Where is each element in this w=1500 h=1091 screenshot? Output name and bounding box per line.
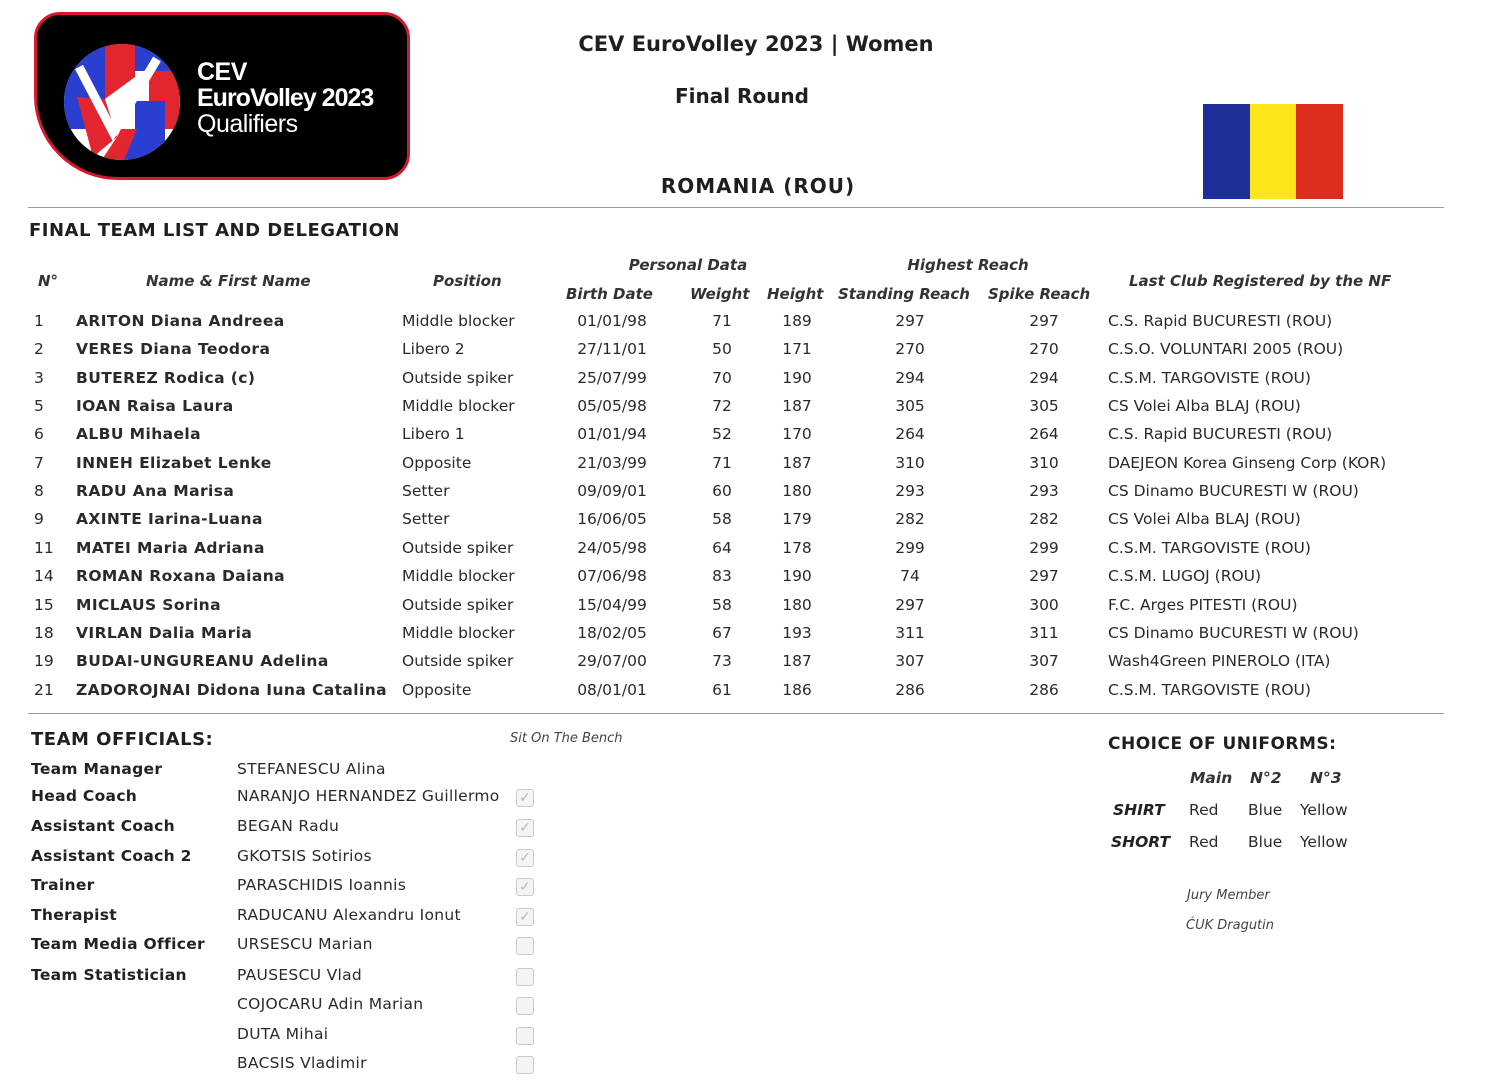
player-birth-date: 08/01/01 — [577, 680, 647, 699]
player-weight: 60 — [712, 482, 732, 501]
player-spike-reach: 294 — [1029, 368, 1059, 387]
uniform-shirt-label: SHIRT — [1113, 801, 1165, 819]
player-position: Outside spiker — [402, 368, 514, 387]
player-club: C.S.O. VOLUNTARI 2005 (ROU) — [1108, 340, 1344, 359]
player-standing-reach: 282 — [895, 510, 925, 529]
player-name: MATEI Maria Adriana — [76, 538, 265, 557]
eurovolley-ball-icon — [57, 37, 187, 167]
player-weight: 73 — [712, 652, 732, 671]
uniform-header-main: Main — [1190, 769, 1233, 787]
team-list-title: FINAL TEAM LIST AND DELEGATION — [29, 220, 400, 241]
player-club: CS Dinamo BUCURESTI W (ROU) — [1108, 623, 1359, 642]
player-row — [0, 596, 1500, 624]
player-club: CS Volei Alba BLAJ (ROU) — [1108, 397, 1301, 416]
player-spike-reach: 270 — [1029, 340, 1059, 359]
player-position: Libero 2 — [402, 340, 465, 359]
header-position: Position — [433, 272, 502, 290]
player-club: CS Dinamo BUCURESTI W (ROU) — [1108, 482, 1359, 501]
player-weight: 61 — [712, 680, 732, 699]
player-standing-reach: 293 — [895, 482, 925, 501]
player-position: Middle blocker — [402, 623, 515, 642]
player-row — [0, 539, 1500, 567]
player-number: 21 — [34, 680, 54, 699]
player-weight: 50 — [712, 340, 732, 359]
official-role: Trainer — [31, 876, 95, 894]
flag-stripe-red — [1296, 104, 1343, 199]
player-name: MICLAUS Sorina — [76, 595, 221, 614]
uniform-header-3: N°3 — [1310, 769, 1342, 787]
player-row — [0, 652, 1500, 680]
player-standing-reach: 294 — [895, 368, 925, 387]
player-birth-date: 18/02/05 — [577, 623, 647, 642]
uniform-shirt-main: Red — [1189, 801, 1219, 819]
player-club: C.S.M. LUGOJ (ROU) — [1108, 567, 1262, 586]
player-spike-reach: 286 — [1029, 680, 1059, 699]
player-standing-reach: 74 — [900, 567, 920, 586]
player-number: 9 — [34, 510, 44, 529]
player-weight: 70 — [712, 368, 732, 387]
romania-flag-icon — [1203, 104, 1343, 199]
cev-eurovolley-logo — [34, 12, 410, 180]
player-height: 170 — [782, 425, 812, 444]
player-spike-reach: 293 — [1029, 482, 1059, 501]
player-height: 189 — [782, 312, 812, 330]
player-name: AXINTE Iarina-Luana — [76, 510, 263, 529]
player-position: Libero 1 — [402, 425, 465, 444]
player-row — [0, 510, 1500, 538]
player-spike-reach: 299 — [1029, 538, 1059, 557]
player-name: IOAN Raisa Laura — [76, 397, 234, 416]
player-weight: 58 — [712, 595, 732, 614]
divider — [28, 207, 1444, 208]
header-personal-data: Personal Data — [628, 256, 748, 274]
official-role: Team Manager — [31, 760, 163, 778]
official-row — [0, 1054, 600, 1082]
country-title: ROMANIA (ROU) — [660, 174, 856, 198]
player-name: BUDAI-UNGUREANU Adelina — [76, 652, 329, 671]
player-number: 6 — [34, 425, 44, 444]
player-number: 7 — [34, 453, 44, 472]
player-name: VERES Diana Teodora — [76, 340, 271, 359]
official-name: PAUSESCU Vlad — [237, 966, 363, 984]
player-position: Outside spiker — [402, 595, 514, 614]
player-position: Outside spiker — [402, 652, 514, 671]
player-number: 14 — [34, 567, 54, 586]
official-row — [0, 876, 600, 904]
player-birth-date: 01/01/94 — [577, 425, 647, 444]
player-birth-date: 29/07/00 — [577, 652, 647, 671]
player-club: C.S. Rapid BUCURESTI (ROU) — [1108, 312, 1333, 330]
player-height: 171 — [782, 340, 812, 359]
player-birth-date: 01/01/98 — [577, 312, 647, 330]
player-club: F.C. Arges PITESTI (ROU) — [1108, 595, 1298, 614]
player-spike-reach: 282 — [1029, 510, 1059, 529]
player-name: ARITON Diana Andreea — [76, 312, 285, 330]
player-weight: 67 — [712, 623, 732, 642]
sit-on-bench-label: Sit On The Bench — [510, 731, 623, 746]
player-row — [0, 567, 1500, 595]
header-highest-reach: Highest Reach — [907, 256, 1029, 274]
player-birth-date: 16/06/05 — [577, 510, 647, 529]
official-name: BACSIS Vladimir — [237, 1054, 367, 1072]
player-weight: 72 — [712, 397, 732, 416]
player-height: 186 — [782, 680, 812, 699]
player-birth-date: 07/06/98 — [577, 567, 647, 586]
bench-checkbox[interactable]: ✓ — [516, 878, 534, 896]
flag-stripe-blue — [1203, 104, 1250, 199]
official-row — [0, 847, 600, 875]
player-birth-date: 27/11/01 — [577, 340, 647, 359]
header-standing-reach: Standing Reach — [838, 285, 970, 303]
logo-line-2: EuroVolley 2023 — [197, 84, 374, 112]
player-row — [0, 312, 1500, 340]
header-weight: Weight — [690, 285, 750, 303]
logo-line-1: CEV — [197, 58, 247, 86]
player-club: C.S.M. TARGOVISTE (ROU) — [1108, 368, 1311, 387]
bench-checkbox[interactable] — [516, 1056, 534, 1074]
player-standing-reach: 297 — [895, 312, 925, 330]
official-name: BEGAN Radu — [237, 817, 340, 835]
uniforms-title: CHOICE OF UNIFORMS: — [1108, 734, 1337, 754]
player-birth-date: 21/03/99 — [577, 453, 647, 472]
player-row — [0, 425, 1500, 453]
player-number: 1 — [34, 312, 44, 330]
header-name: Name & First Name — [146, 272, 311, 290]
round-title: Final Round — [674, 84, 809, 108]
player-standing-reach: 305 — [895, 397, 925, 416]
player-number: 11 — [34, 538, 54, 557]
header-height: Height — [767, 285, 824, 303]
player-number: 19 — [34, 652, 54, 671]
player-row — [0, 624, 1500, 652]
official-row — [0, 995, 600, 1023]
player-height: 193 — [782, 623, 812, 642]
official-row — [0, 966, 600, 994]
official-name: GKOTSIS Sotirios — [237, 847, 372, 865]
player-position: Opposite — [402, 453, 472, 472]
player-birth-date: 25/07/99 — [577, 368, 647, 387]
player-club: C.S.M. TARGOVISTE (ROU) — [1108, 538, 1311, 557]
player-standing-reach: 297 — [895, 595, 925, 614]
player-position: Middle blocker — [402, 397, 515, 416]
uniform-short-label: SHORT — [1111, 833, 1171, 851]
player-row — [0, 482, 1500, 510]
player-row — [0, 340, 1500, 368]
official-row — [0, 760, 600, 788]
player-spike-reach: 264 — [1029, 425, 1059, 444]
player-number: 15 — [34, 595, 54, 614]
player-club: DAEJEON Korea Ginseng Corp (KOR) — [1108, 453, 1387, 472]
player-number: 18 — [34, 623, 54, 642]
player-position: Opposite — [402, 680, 472, 699]
header-last-club: Last Club Registered by the NF — [1129, 272, 1392, 290]
player-name: VIRLAN Dalia Maria — [76, 623, 253, 642]
player-weight: 71 — [712, 453, 732, 472]
official-row — [0, 817, 600, 845]
jury-member-label: Jury Member — [1187, 888, 1270, 903]
player-name: RADU Ana Marisa — [76, 482, 235, 501]
player-club: C.S.M. TARGOVISTE (ROU) — [1108, 680, 1311, 699]
official-row — [0, 1025, 600, 1053]
player-birth-date: 24/05/98 — [577, 538, 647, 557]
official-name: RADUCANU Alexandru Ionut — [237, 906, 461, 924]
header-birth-date: Birth Date — [566, 285, 653, 303]
official-name: STEFANESCU Alina — [237, 760, 386, 778]
player-spike-reach: 300 — [1029, 595, 1059, 614]
official-role: Team Media Officer — [31, 935, 205, 953]
bench-checkbox[interactable]: ✓ — [516, 849, 534, 867]
player-birth-date: 15/04/99 — [577, 595, 647, 614]
player-weight: 52 — [712, 425, 732, 444]
flag-stripe-yellow — [1250, 104, 1297, 199]
header-number: N° — [38, 272, 59, 290]
player-height: 187 — [782, 652, 812, 671]
player-height: 187 — [782, 397, 812, 416]
official-role: Assistant Coach — [31, 817, 175, 835]
player-height: 180 — [782, 482, 812, 501]
official-row — [0, 787, 600, 815]
player-standing-reach: 307 — [895, 652, 925, 671]
uniform-short-3: Yellow — [1300, 833, 1348, 851]
bench-checkbox[interactable] — [516, 1027, 534, 1045]
player-number: 8 — [34, 482, 44, 501]
player-club: Wash4Green PINEROLO (ITA) — [1108, 652, 1331, 671]
player-standing-reach: 270 — [895, 340, 925, 359]
document-title: CEV EuroVolley 2023 | Women — [578, 32, 934, 56]
player-standing-reach: 286 — [895, 680, 925, 699]
official-role: Therapist — [31, 906, 117, 924]
jury-member-name: ĆUK Dragutin — [1186, 918, 1275, 933]
player-row — [0, 369, 1500, 397]
player-row — [0, 681, 1500, 709]
player-standing-reach: 310 — [895, 453, 925, 472]
player-position: Middle blocker — [402, 567, 515, 586]
player-row — [0, 454, 1500, 482]
official-role: Assistant Coach 2 — [31, 847, 192, 865]
player-position: Setter — [402, 510, 450, 529]
player-position: Outside spiker — [402, 538, 514, 557]
player-name: INNEH Elizabet Lenke — [76, 453, 272, 472]
player-height: 178 — [782, 538, 812, 557]
player-spike-reach: 310 — [1029, 453, 1059, 472]
divider — [28, 713, 1444, 714]
player-club: CS Volei Alba BLAJ (ROU) — [1108, 510, 1301, 529]
uniform-short-2: Blue — [1248, 833, 1283, 851]
bench-checkbox[interactable] — [516, 997, 534, 1015]
bench-checkbox[interactable]: ✓ — [516, 789, 534, 807]
uniform-header-2: N°2 — [1250, 769, 1282, 787]
player-standing-reach: 264 — [895, 425, 925, 444]
player-weight: 83 — [712, 567, 732, 586]
player-standing-reach: 311 — [895, 623, 925, 642]
player-spike-reach: 311 — [1029, 623, 1059, 642]
player-spike-reach: 297 — [1029, 567, 1059, 586]
uniform-shirt-2: Blue — [1248, 801, 1283, 819]
bench-checkbox[interactable] — [516, 968, 534, 986]
player-weight: 58 — [712, 510, 732, 529]
player-birth-date: 05/05/98 — [577, 397, 647, 416]
player-spike-reach: 297 — [1029, 312, 1059, 330]
header-spike-reach: Spike Reach — [988, 285, 1091, 303]
player-weight: 64 — [712, 538, 732, 557]
player-height: 180 — [782, 595, 812, 614]
player-number: 3 — [34, 368, 44, 387]
player-name: ZADOROJNAI Didona Iuna Catalina — [76, 680, 388, 699]
official-role: Head Coach — [31, 787, 138, 805]
player-birth-date: 09/09/01 — [577, 482, 647, 501]
official-name: DUTA Mihai — [237, 1025, 329, 1043]
player-number: 2 — [34, 340, 44, 359]
official-name: URSESCU Marian — [237, 935, 373, 953]
official-row — [0, 935, 600, 963]
player-name: ALBU Mihaela — [76, 425, 201, 444]
player-name: BUTEREZ Rodica (c) — [76, 368, 256, 387]
player-height: 179 — [782, 510, 812, 529]
uniform-shirt-3: Yellow — [1300, 801, 1348, 819]
player-row — [0, 397, 1500, 425]
official-name: NARANJO HERNANDEZ Guillermo — [237, 787, 500, 805]
player-position: Middle blocker — [402, 312, 515, 330]
player-spike-reach: 305 — [1029, 397, 1059, 416]
player-position: Setter — [402, 482, 450, 501]
uniform-short-main: Red — [1189, 833, 1219, 851]
bench-checkbox[interactable]: ✓ — [516, 819, 534, 837]
player-standing-reach: 299 — [895, 538, 925, 557]
logo-line-3: Qualifiers — [197, 110, 298, 138]
bench-checkbox[interactable]: ✓ — [516, 908, 534, 926]
player-height: 190 — [782, 368, 812, 387]
player-club: C.S. Rapid BUCURESTI (ROU) — [1108, 425, 1333, 444]
player-weight: 71 — [712, 312, 732, 330]
official-row — [0, 906, 600, 934]
bench-checkbox[interactable] — [516, 937, 534, 955]
official-role: Team Statistician — [31, 966, 187, 984]
team-officials-title: TEAM OFFICIALS: — [31, 729, 214, 750]
player-number: 5 — [34, 397, 44, 416]
player-height: 187 — [782, 453, 812, 472]
player-name: ROMAN Roxana Daiana — [76, 567, 286, 586]
player-spike-reach: 307 — [1029, 652, 1059, 671]
official-name: PARASCHIDIS Ioannis — [237, 876, 407, 894]
official-name: COJOCARU Adin Marian — [237, 995, 424, 1013]
player-height: 190 — [782, 567, 812, 586]
